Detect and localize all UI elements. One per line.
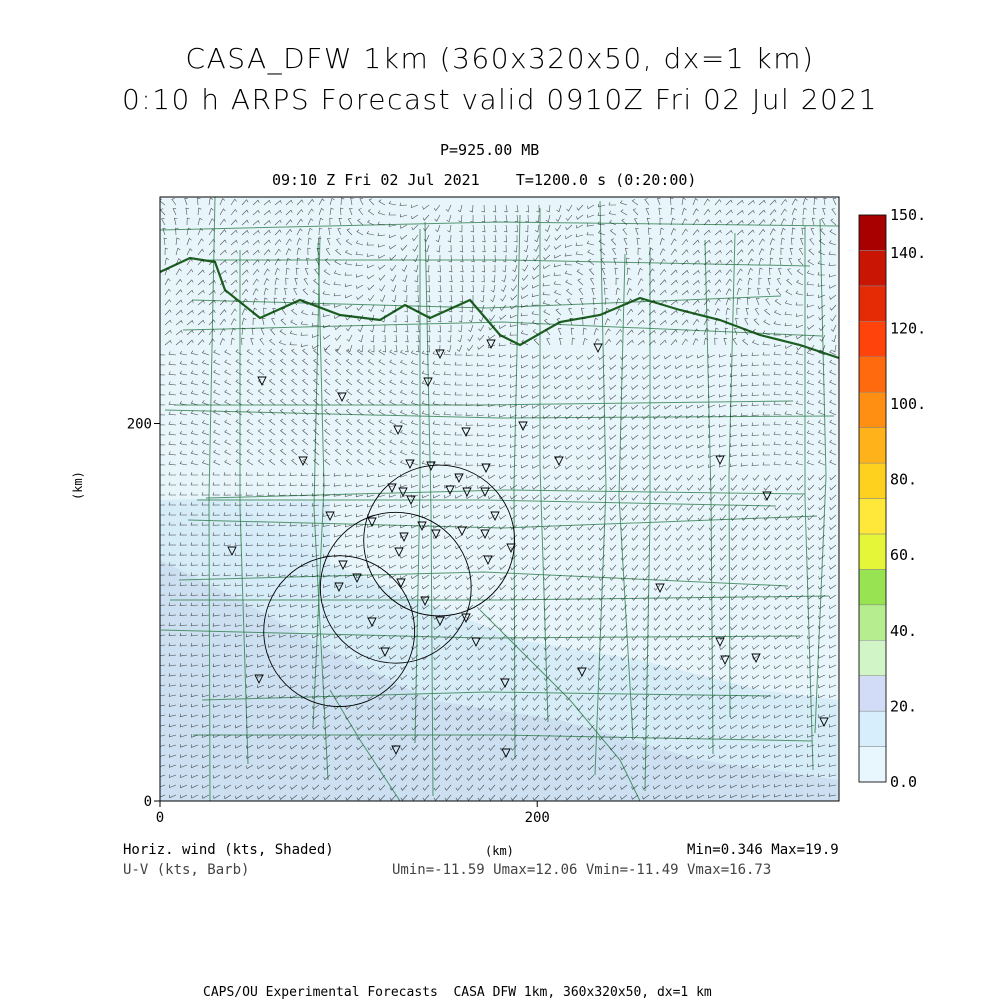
colorbar	[859, 206, 926, 791]
colorbar-label: 40.	[890, 621, 918, 640]
x-tick-label: 0	[155, 810, 165, 826]
colorbar-label: 20.	[890, 697, 918, 716]
field-label-barb: U-V (kts, Barb)	[123, 862, 250, 878]
colorbar-swatch	[859, 392, 886, 427]
colorbar-swatch	[859, 747, 886, 782]
colorbar-label: 140.	[890, 243, 927, 262]
field-label-shaded: Horiz. wind (kts, Shaded)	[123, 842, 334, 858]
colorbar-swatch	[859, 499, 886, 534]
x-axis-label: (km)	[485, 844, 514, 858]
y-tick-label: 200	[126, 416, 152, 433]
colorbar-swatch	[859, 428, 886, 463]
colorbar-swatch	[859, 321, 886, 356]
colorbar-swatch	[859, 569, 886, 604]
colorbar-swatch	[859, 463, 886, 498]
y-axis-label: (km)	[71, 471, 85, 500]
y-tick-label: 0	[143, 794, 152, 810]
colorbar-label: 100.	[890, 395, 927, 413]
title-line-2: 0:10 h ARPS Forecast valid 0910Z Fri 02 Jul 2021	[121, 83, 878, 116]
pressure-level: P=925.00 MB	[440, 141, 540, 159]
wind-speed-field	[160, 197, 839, 801]
colorbar-swatch	[859, 215, 886, 250]
colorbar-swatch	[859, 250, 886, 285]
colorbar-swatch	[859, 357, 886, 392]
colorbar-label: 80.	[890, 470, 918, 489]
colorbar-swatch	[859, 640, 886, 675]
credit-line: CAPS/OU Experimental Forecasts CASA DFW 1km, 360x320x50, dx=1 km	[203, 985, 712, 1000]
min-max-stats: Min=0.346 Max=19.9	[687, 842, 839, 858]
colorbar-swatch	[859, 534, 886, 569]
colorbar-swatch	[859, 286, 886, 321]
colorbar-swatch	[859, 676, 886, 711]
valid-time: 09:10 Z Fri 02 Jul 2021 T=1200.0 s (0:20:00)	[272, 171, 697, 189]
colorbar-label: 0.0	[890, 773, 918, 791]
colorbar-label: 60.	[890, 546, 918, 565]
colorbar-label: 120.	[890, 319, 927, 338]
uv-stats: Umin=-11.59 Umax=12.06 Vmin=-11.49 Vmax=16.73	[392, 862, 772, 878]
title-line-1: CASA_DFW 1km (360x320x50, dx=1 km)	[185, 42, 815, 75]
colorbar-label: 150.	[890, 206, 927, 224]
colorbar-swatch	[859, 605, 886, 640]
colorbar-swatch	[859, 711, 886, 746]
x-tick-label: 200	[524, 810, 550, 826]
